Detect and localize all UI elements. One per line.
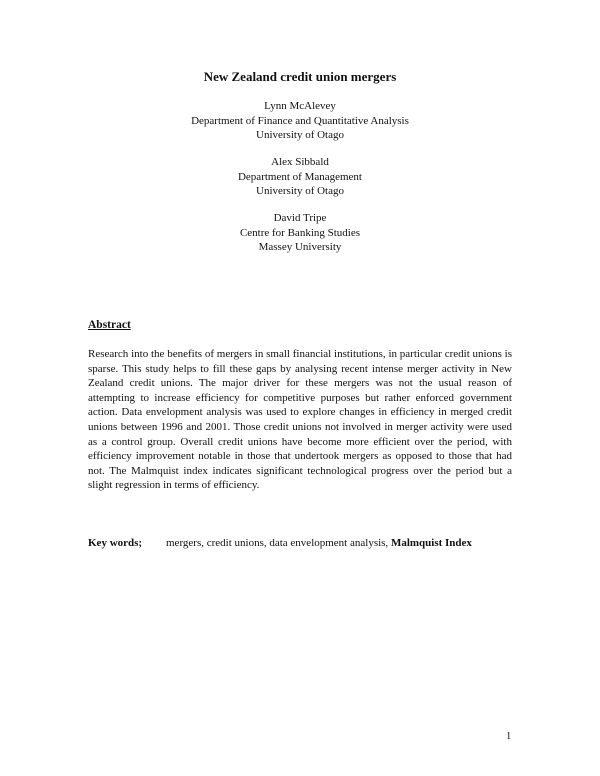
keywords-text: mergers, credit unions, data envelopment analysis,	[166, 537, 389, 549]
author-block-3	[0, 211, 600, 255]
abstract-heading: Abstract	[88, 319, 131, 331]
page-number: 1	[506, 731, 512, 742]
author-department: Centre for Banking Studies	[239, 226, 361, 239]
author-institution: Massey University	[258, 241, 342, 253]
author-block-1	[0, 99, 600, 143]
keywords-label: Key words;	[88, 537, 143, 549]
abstract-text: Research into the benefits of mergers in small financial institutions, in particular credit unions is sparse. This study helps to fill these gaps by analysing recent intense merger activity in New Zealand credit unions. The major driver for these mergers was not the usual reason of attempting to increase efficiency for competitive purposes but rather enforced government action. Data envelopment analysis was used to explore changes in efficiency in merged credit unions between 1996 and 2001. Those credit unions not involved in merger activity were used as a control group. Overall credit unions have become more efficient over the period, with efficiency improvement notable in those that undertook mergers as opposed to those that had not. The Malmquist index indicates significant technological progress over the period but a slight regression in terms of efficiency.	[88, 348, 512, 492]
keywords-line	[88, 536, 472, 550]
author-department: Department of Management	[237, 170, 362, 183]
paper-title: New Zealand credit union mergers	[203, 69, 397, 84]
author-block-2	[0, 155, 600, 199]
keywords-last: Malmquist Index	[388, 537, 472, 549]
author-institution: University of Otago	[256, 129, 344, 141]
author-institution: University of Otago	[256, 185, 344, 197]
author-name: David Tripe	[273, 212, 327, 224]
author-name: Alex Sibbald	[271, 156, 329, 168]
author-name: Lynn McAlevey	[264, 100, 336, 112]
author-department: Department of Finance and Quantitative Analysis	[191, 114, 409, 127]
